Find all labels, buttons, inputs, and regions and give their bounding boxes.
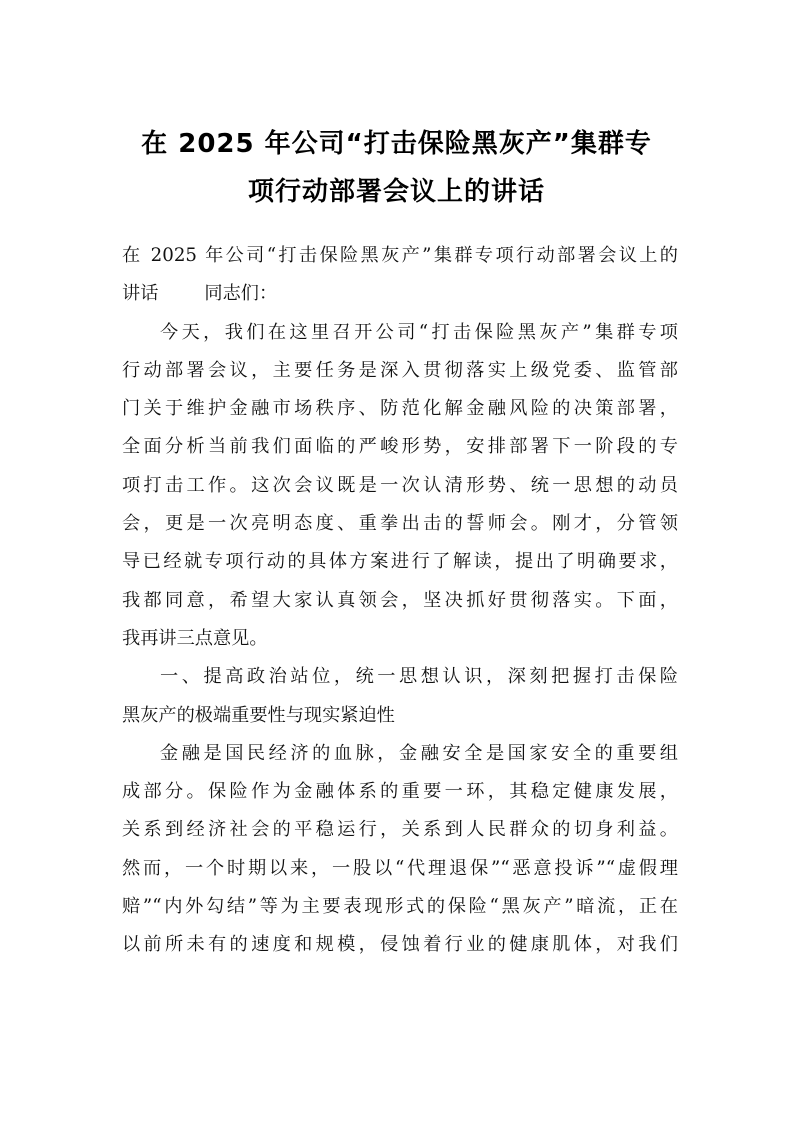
paragraph-line: 以前所未有的速度和规模，侵蚀着行业的健康肌体，对我们 bbox=[122, 934, 678, 956]
paragraph-line: 行动部署会议，主要任务是深入贯彻落实上级党委、监管部 bbox=[122, 359, 678, 381]
subtitle-text: 讲话 bbox=[122, 283, 159, 305]
paragraph-line: 今天，我们在这里召开公司“打击保险黑灰产”集群专项 bbox=[160, 321, 678, 343]
paragraph-line: 我再讲三点意见。 bbox=[122, 627, 268, 649]
paragraph-line bbox=[122, 275, 678, 313]
paragraph-line: 导已经就专项行动的具体方案进行了解读，提出了明确要求， bbox=[122, 551, 678, 573]
paragraph-line: 门关于维护金融市场秩序、防范化解金融风险的决策部署， bbox=[122, 398, 678, 420]
paragraph-line: 全面分析当前我们面临的严峻形势，安排部署下一阶段的专 bbox=[122, 436, 678, 458]
section-heading-line: 黑灰产的极端重要性与现实紧迫性 bbox=[122, 704, 395, 726]
paragraph-line: 成部分。保险作为金融体系的重要一环，其稳定健康发展， bbox=[122, 781, 678, 803]
section-heading-line: 一、提高政治站位，统一思想认识，深刻把握打击保险 bbox=[160, 666, 678, 688]
document-body bbox=[122, 237, 678, 965]
paragraph-line: 然而，一个时期以来，一股以“代理退保”“恶意投诉”“虚假理 bbox=[122, 857, 678, 879]
paragraph-line: 金融是国民经济的血脉，金融安全是国家安全的重要组 bbox=[160, 742, 678, 764]
paragraph-line: 赔”“内外勾结”等为主要表现形式的保险“黑灰产”暗流，正在 bbox=[122, 896, 678, 918]
paragraph-line: 会，更是一次亮明态度、重拳出击的誓师会。刚才，分管领 bbox=[122, 513, 678, 535]
document-title-line-1: 在 2025 年公司“打击保险黑灰产”集群专 bbox=[141, 129, 652, 159]
paragraph-line: 在 2025 年公司“打击保险黑灰产”集群专项行动部署会议上的 bbox=[122, 245, 678, 266]
salutation-text: 同志们： bbox=[204, 283, 278, 305]
document-title-line-2: 项行动部署会议上的讲话 bbox=[247, 177, 545, 207]
paragraph-line: 关系到经济社会的平稳运行，关系到人民群众的切身利益。 bbox=[122, 819, 678, 841]
paragraph-line: 我都同意，希望大家认真领会，坚决抓好贯彻落实。下面， bbox=[122, 589, 678, 611]
paragraph-line: 项打击工作。这次会议既是一次认清形势、统一思想的动员 bbox=[122, 474, 678, 496]
